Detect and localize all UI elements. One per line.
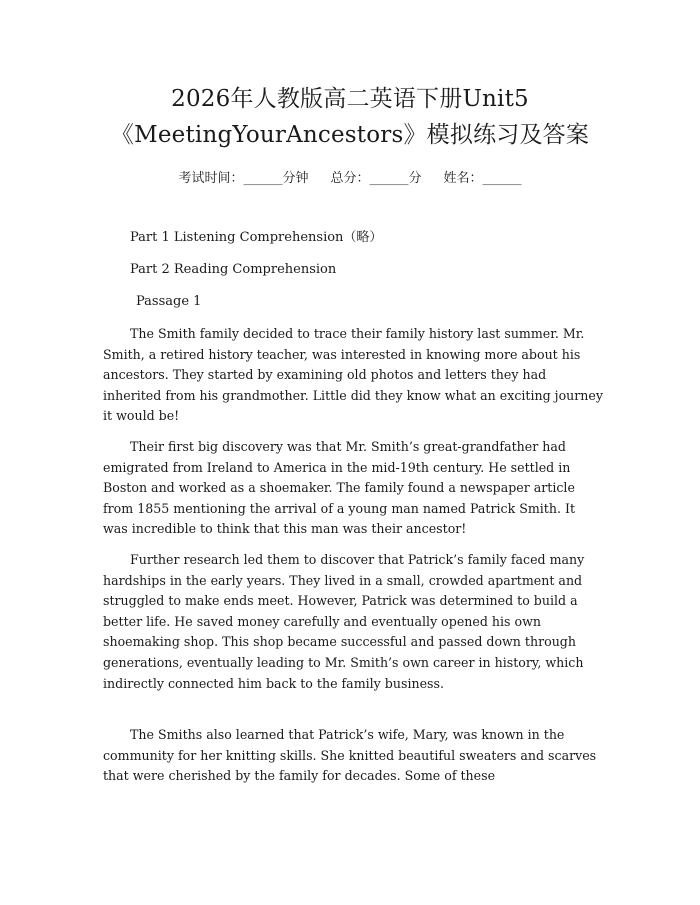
total-score-field: 总分：______分 bbox=[330, 171, 422, 186]
passage-paragraph-2: Their first big discovery was that Mr. Smith’s great-grandfather had emigrated from Ireland to America in the mid-19th century. He settled in Boston and worked as a shoemaker. The family found a newspaper article from 1855 mentioning the arrival of a young man named Patrick Smith. It was incredible to think that this man was their ancestor! bbox=[103, 439, 576, 537]
part-1-heading: Part 1 Listening Comprehension（略） bbox=[130, 230, 383, 245]
part-2-heading: Part 2 Reading Comprehension bbox=[130, 262, 337, 277]
passage-heading: Passage 1 bbox=[136, 294, 202, 309]
exam-time-field: 考试时间：______分钟 bbox=[178, 171, 309, 186]
passage-paragraph-1: The Smith family decided to trace their family history last summer. Mr. Smith, a retired history teacher, was interested in knowing more about his ancestors. They started by examining old photos and letters they had inherited from his grandmother. Little did they know what an exciting journey it would be! bbox=[103, 326, 603, 424]
passage-paragraph-4: The Smiths also learned that Patrick’s wife, Mary, was known in the community for her knitting skills. She knitted beautiful sweaters and scarves that were cherished by the family for decades. Some of these bbox=[103, 727, 597, 784]
passage-paragraph-3: Further research led them to discover that Patrick’s family faced many hardships in the early years. They lived in a small, crowded apartment and struggled to make ends meet. However, Patrick was determined to build a better life. He saved money carefully and eventually opened his own shoemaking shop. This shop became successful and passed down through generations, eventually leading to Mr. Smith’s own career in history, which indirectly connected him back to the family business. bbox=[103, 552, 585, 691]
document-title-line-2: 《MeetingYourAncestors》模拟练习及答案 bbox=[110, 122, 590, 148]
student-name-field: 姓名：______ bbox=[443, 171, 522, 186]
exam-info-line bbox=[0, 170, 700, 188]
document-title-line-1: 2026年人教版高二英语下册Unit5 bbox=[171, 86, 529, 112]
